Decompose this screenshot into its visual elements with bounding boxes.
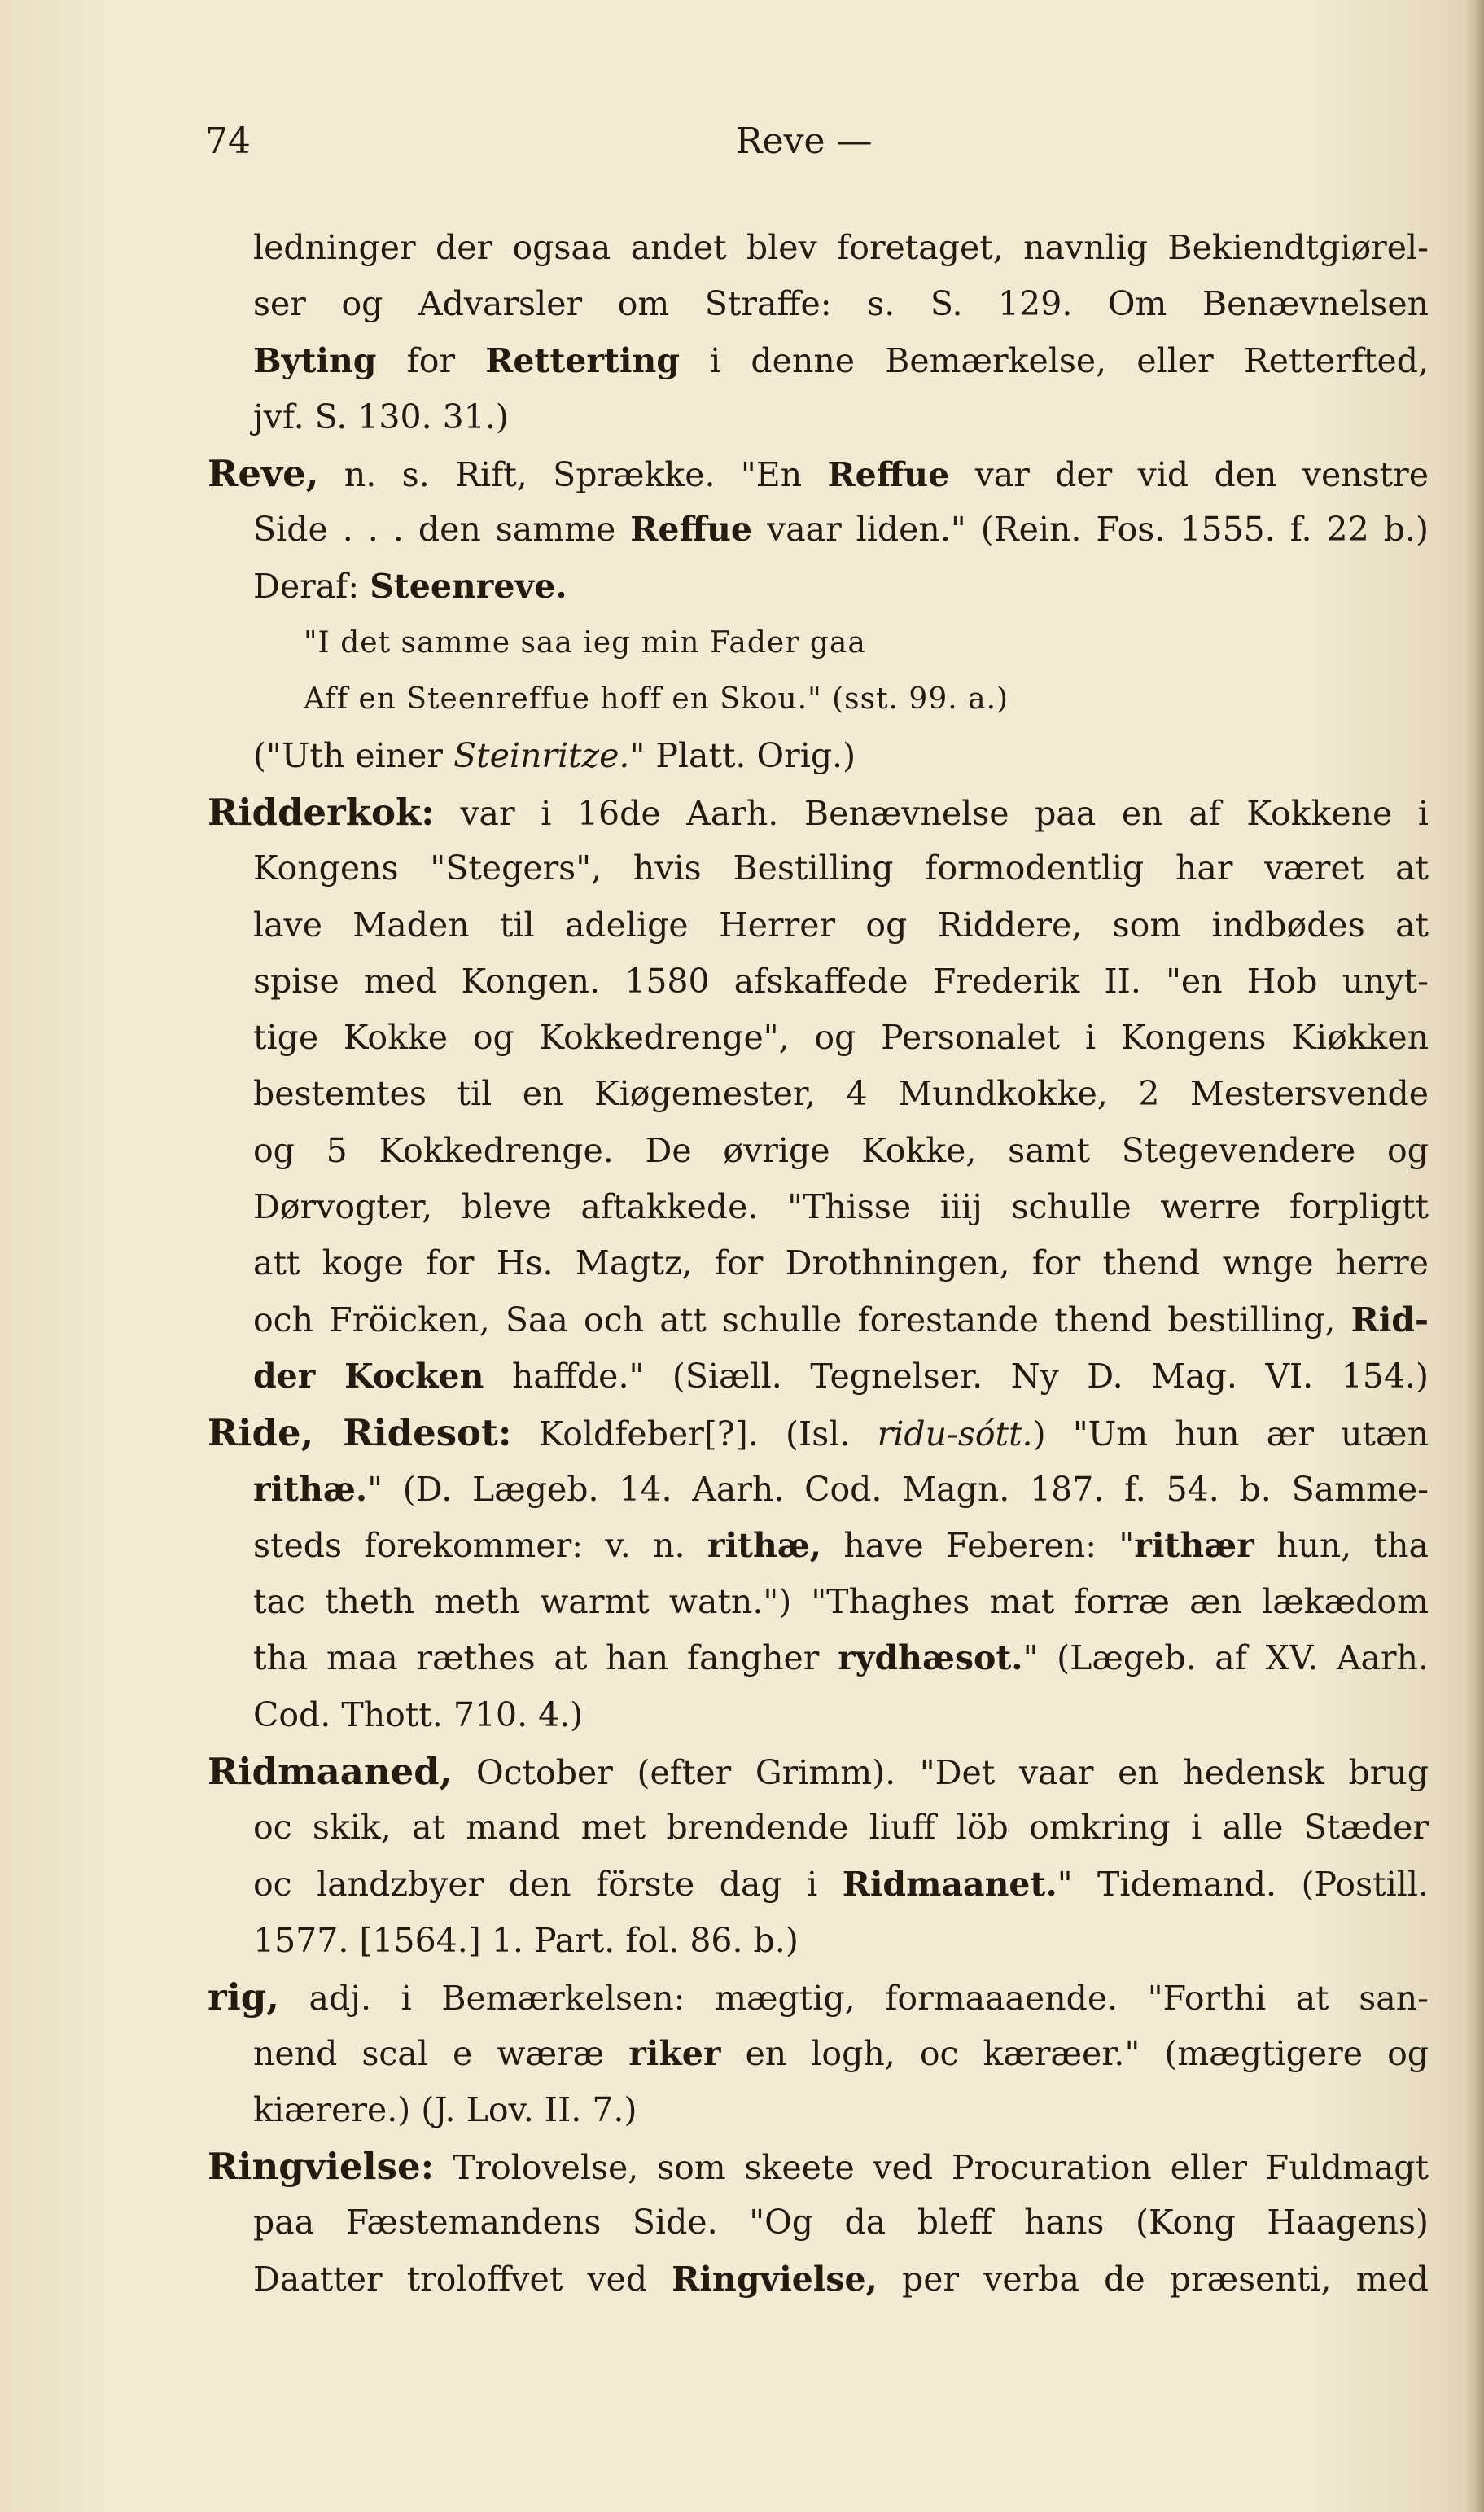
text-line <box>208 728 1429 784</box>
bold-term: Steenreve. <box>370 566 567 606</box>
text-run: per verba de præsenti, med <box>877 2259 1429 2299</box>
text-line <box>208 2026 1429 2082</box>
bold-term: der Kocken <box>253 1356 484 1396</box>
text-run: Koldfeber[?]. (Isl. <box>511 1414 878 1454</box>
text-line <box>208 1630 1429 1686</box>
text-line <box>208 2251 1429 2308</box>
entry-headword-line <box>208 784 1429 840</box>
italic-term: ridu-sótt. <box>877 1414 1033 1454</box>
text-line <box>208 1462 1429 1518</box>
text-line: bestemtes til en Kiøgemester, 4 Mundkokke, 2 Mestersvende <box>253 1074 1429 1114</box>
headword: rig, <box>208 1975 279 2019</box>
text-line: kiærere.) (J. Lov. II. 7.) <box>253 2089 637 2129</box>
text-run: Daatter troloffvet ved <box>253 2259 672 2299</box>
text-line <box>208 333 1429 389</box>
bold-term: rydhæsot. <box>838 1638 1023 1678</box>
italic-term: Steinritze. <box>453 735 630 775</box>
text-line <box>208 1518 1429 1574</box>
text-run: ) "Um hun ær utæn <box>1032 1414 1429 1454</box>
bold-term: rithæ. <box>253 1469 368 1509</box>
bold-term: Rid- <box>1350 1300 1429 1339</box>
text-line: ser og Advarsler om Straffe: s. S. 129. Om Benævnelsen <box>253 284 1429 324</box>
quotation-line: "I det samme saa ieg min Fader gaa <box>304 626 866 660</box>
text-run: en logh, oc kæræer." (mægtigere og <box>720 2033 1429 2073</box>
text-run: for <box>376 340 486 380</box>
text-line: 1577. [1564.] 1. Part. fol. 86. b.) <box>253 1920 799 1960</box>
text-line: Dørvogter, bleve aftakkede. "Thisse iiij schulle werre forpligtt <box>253 1187 1429 1227</box>
text-line <box>208 1348 1429 1405</box>
page-number: 74 <box>205 121 251 162</box>
text-run: " (D. Lægeb. 14. Aarh. Cod. Magn. 187. f. 54. b. Samme- <box>367 1469 1429 1509</box>
text-line: paa Fæstemandens Side. "Og da bleff hans (Kong Haagens) <box>253 2203 1429 2242</box>
text-run: have Feberen: " <box>821 1525 1135 1565</box>
bold-term: riker <box>628 2033 721 2073</box>
headword: Ridmaaned, <box>208 1750 453 1794</box>
bold-term: rithæ, <box>707 1525 822 1565</box>
text-run: hun, tha <box>1254 1525 1429 1565</box>
entry-headword-line <box>208 445 1429 502</box>
text-line: spise med Kongen. 1580 afskaffede Frederik II. "en Hob unyt- <box>253 961 1429 1001</box>
text-line: tige Kokke og Kokkedrenge", og Personalet i Kongens Kiøkken <box>253 1018 1429 1058</box>
text-line: tac theth meth warmt watn.") "Thaghes mat forræ æn lækædom <box>253 1582 1429 1622</box>
text-run: October (efter Grimm). "Det vaar en hedensk brug <box>452 1753 1429 1793</box>
bold-term: Retterting <box>485 340 680 380</box>
headword: Ringvielse: <box>208 2145 435 2189</box>
text-line: lave Maden til adelige Herrer og Riddere, som indbødes at <box>253 905 1429 945</box>
text-run: oc landzbyer den förste dag i <box>253 1864 843 1904</box>
bold-term: Reffue <box>630 510 753 550</box>
headword: Reve, <box>208 452 319 496</box>
text-line: jvf. S. 130. 31.) <box>253 397 509 436</box>
bold-term: rithær <box>1134 1525 1254 1565</box>
quotation-line: Aff en Steenreffue hoff en Skou." (sst. 99. a.) <box>304 682 1009 717</box>
text-run: var der vid den venstre <box>949 455 1429 495</box>
entry-headword-line <box>208 1969 1429 2025</box>
text-run: Trolovelse, som skeete ved Procuration eller Fuldmagt <box>434 2148 1429 2188</box>
headword: Ride, Ridesot: <box>208 1411 512 1455</box>
book-spine-edge <box>1463 0 1484 2512</box>
text-run: tha maa ræthes at han fangher <box>253 1638 838 1678</box>
text-line <box>208 1857 1429 1913</box>
text-run: var i 16de Aarh. Benævnelse paa en af Kokkene i <box>434 793 1429 833</box>
dictionary-text <box>208 220 1429 2308</box>
entry-headword-line <box>208 1405 1429 1461</box>
text-run: och Fröicken, Saa och att schulle forestande thend bestilling, <box>253 1300 1351 1339</box>
entry-headword-line <box>208 1743 1429 1800</box>
text-run: adj. i Bemærkelsen: mægtig, formaaaende. "Forthi at san- <box>278 1979 1429 2019</box>
text-line <box>208 559 1429 615</box>
bold-term: Ridmaanet. <box>842 1864 1057 1904</box>
text-run: Side . . . den samme <box>253 510 631 550</box>
text-line: Kongens "Stegers", hvis Bestilling formodentlig har været at <box>253 848 1429 888</box>
text-run: n. s. Rift, Sprække. "En <box>318 455 828 495</box>
text-run: haffde." (Siæll. Tegnelser. Ny D. Mag. VI. 154.) <box>484 1356 1429 1396</box>
text-line: oc skik, at mand met brendende liuff löb omkring i alle Stæder <box>253 1808 1429 1848</box>
page-header <box>205 121 1403 178</box>
entry-headword-line <box>208 2138 1429 2194</box>
text-line <box>208 502 1429 558</box>
text-line: og 5 Kokkedrenge. De øvrige Kokke, samt Stegevendere og <box>253 1130 1429 1170</box>
running-head: Reve — <box>735 121 873 162</box>
text-run: i denne Bemærkelse, eller Retterfted, <box>679 340 1429 380</box>
bold-term: Ringvielse, <box>672 2259 878 2299</box>
text-line: ledninger der ogsaa andet blev foretaget, navnlig Bekiendtgiørel- <box>253 228 1429 267</box>
headword: Ridderkok: <box>208 790 435 834</box>
text-run: vaar liden." (Rein. Fos. 1555. f. 22 b.) <box>752 510 1429 550</box>
bold-term: Reffue <box>827 455 950 495</box>
text-run: " Platt. Orig.) <box>629 735 856 775</box>
text-run: Deraf: <box>253 566 370 606</box>
bold-term: Byting <box>253 340 377 380</box>
text-run: ("Uth einer <box>253 735 453 775</box>
text-run: " Tidemand. (Postill. <box>1057 1864 1429 1904</box>
text-line: Cod. Thott. 710. 4.) <box>253 1694 584 1734</box>
text-line <box>208 1292 1429 1348</box>
text-run: steds forekommer: v. n. <box>253 1525 707 1565</box>
text-line: att koge for Hs. Magtz, for Drothningen, for thend wnge herre <box>253 1243 1429 1283</box>
text-run: nend scal e wæræ <box>253 2033 629 2073</box>
text-run: " (Lægeb. af XV. Aarh. <box>1022 1638 1429 1678</box>
